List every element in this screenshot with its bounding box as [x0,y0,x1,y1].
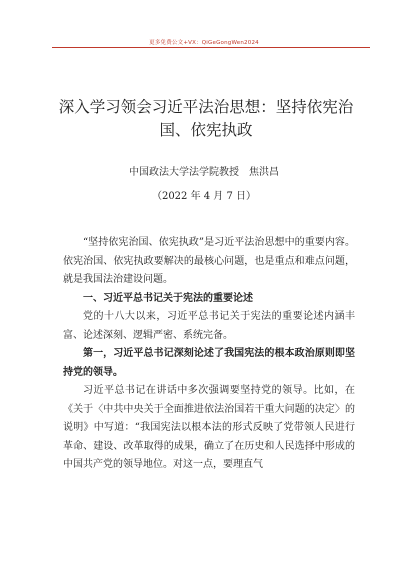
header-watermark-note: 更多免费公文+VX：QiGeGongWen2024 [149,40,259,46]
section-heading: 一、习近平总书记关于宪法的重要论述 [83,292,253,304]
document-title: 深入学习领会习近平法治思想：坚持依宪治国、依宪执政 [58,98,354,139]
bold-subheading: 第一，习近平总书记深刻论述了我国宪法的根本政治原则即坚持党的领导。 [63,348,355,378]
body-paragraph: 习近平总书记在讲话中多次强调要坚持党的领导。比如，在《关于〈中共中央关于全面推进依法治国若干重大问题的决定〉的说明》中写道：“我国宪法以根本法的形式反映了党带领人民进行革命、建设、改革取得的成果，确立了在历史和人民选择中形成的中国共产党的领导地位。对这一点，要理直气 [63,385,355,470]
author-line: 中国政法大学法学院教授 焦洪昌 [129,167,279,178]
date-line: （2022 年 4 月 7 日） [151,191,257,202]
document-body [63,234,355,475]
header-divider [52,47,370,48]
body-paragraph: 党的十八大以来，习近平总书记关于宪法的重要论述内涵丰富、论述深刻、逻辑严密、系统完备。 [63,311,355,341]
body-paragraph: “坚持依宪治国、依宪执政”是习近平法治思想中的重要内容。依宪治国、依宪执政要解决的最核心问题，也是重点和难点问题，就是我国法治建设问题。 [63,237,355,285]
